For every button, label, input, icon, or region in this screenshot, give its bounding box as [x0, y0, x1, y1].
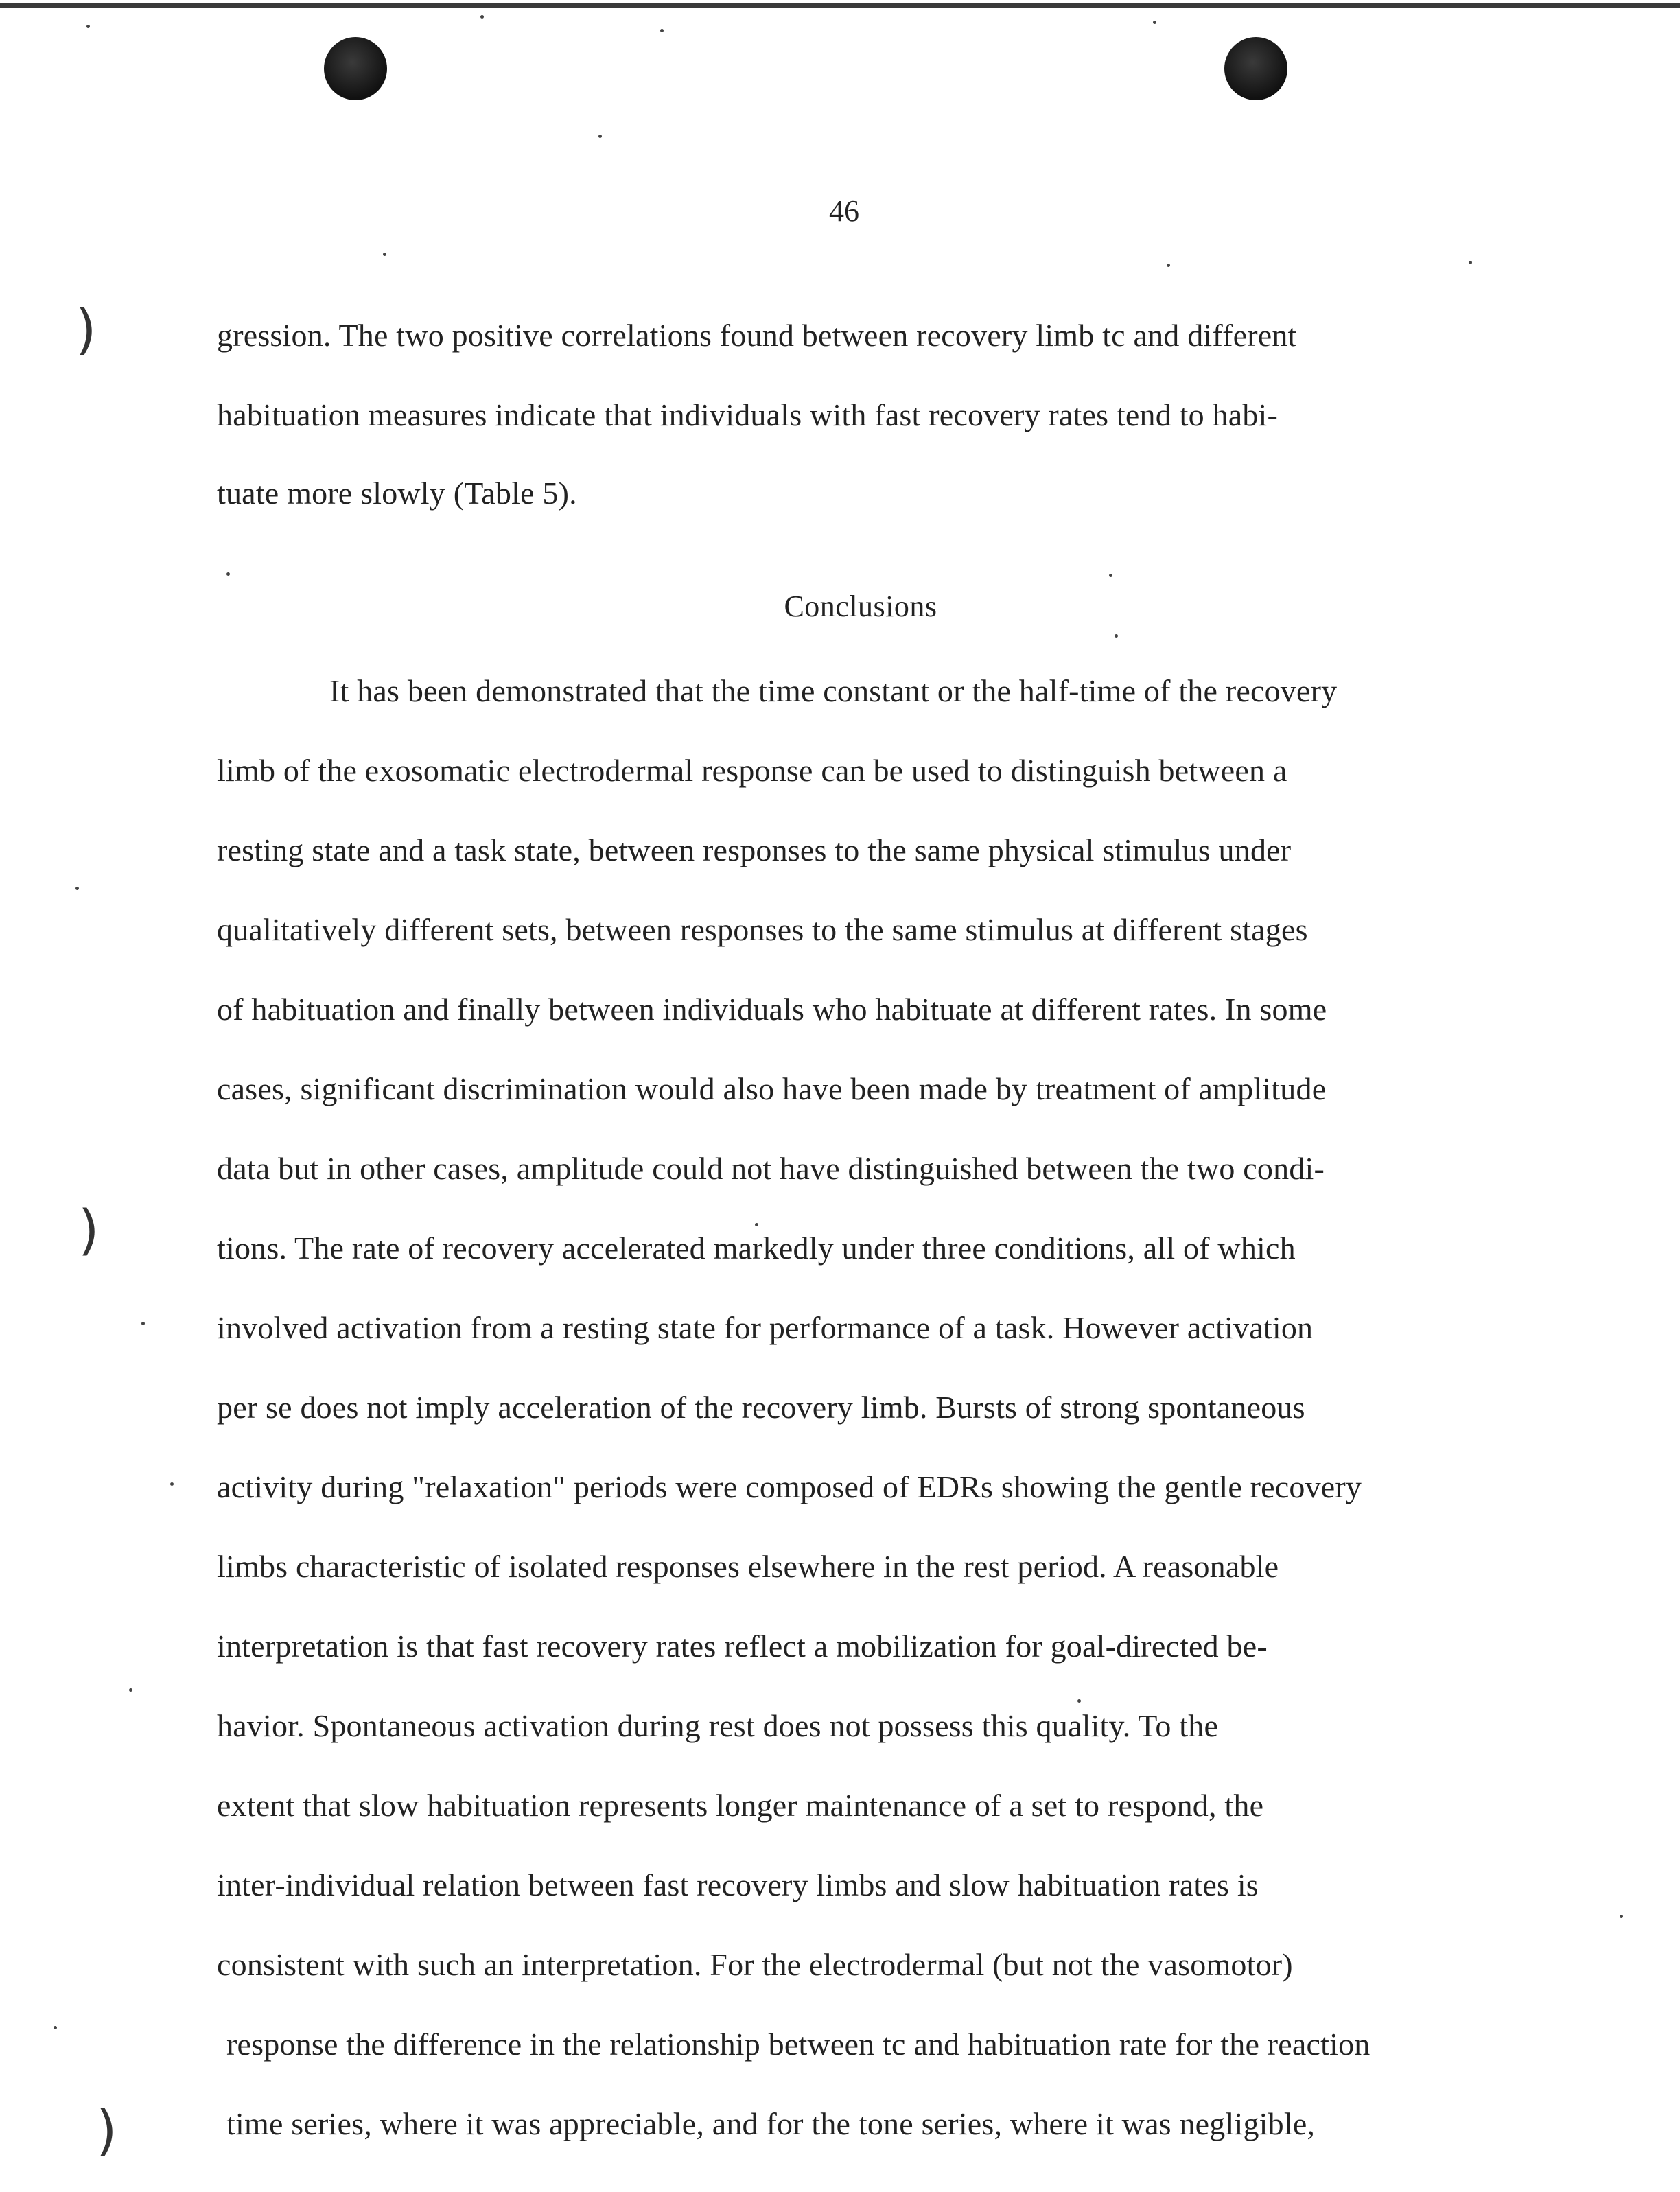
paragraph-line: response the difference in the relationship between tc and habituation rate for the reaction: [226, 2027, 1370, 2062]
scan-speck: [1469, 261, 1472, 264]
margin-bracket-mark: ): [96, 2100, 117, 2162]
intro-line-1: gression. The two positive correlations found between recovery limb tc and different: [217, 318, 1297, 353]
paragraph-line: resting state and a task state, between responses to the same physical stimulus under: [217, 832, 1292, 867]
scan-speck: [660, 29, 664, 32]
intro-line-2: habituation measures indicate that individuals with fast recovery rates tend to habi-: [217, 397, 1279, 432]
paragraph-line: inter-individual relation between fast recovery limbs and slow habituation rates is: [217, 1867, 1259, 1902]
paragraph-line: It has been demonstrated that the time constant or the half-time of the recovery: [329, 673, 1338, 708]
paragraph-line: per se does not imply acceleration of the recovery limb. Bursts of strong spontaneous: [217, 1390, 1305, 1425]
scan-speck: [226, 572, 230, 576]
scan-speck: [170, 1482, 174, 1486]
intro-line-3: tuate more slowly (Table 5).: [217, 476, 577, 511]
paragraph-line: cases, significant discrimination would also have been made by treatment of amplitude: [217, 1071, 1327, 1106]
paragraph-line: havior. Spontaneous activation during rest does not possess this quality. To the: [217, 1708, 1219, 1743]
paragraph-line: extent that slow habituation represents longer maintenance of a set to respond, the: [217, 1788, 1264, 1823]
scan-speck: [480, 15, 484, 19]
scan-speck: [1115, 634, 1118, 638]
scan-speck: [1153, 21, 1156, 24]
paragraph-line: consistent with such an interpretation. For the electrodermal (but not the vasomotor): [217, 1947, 1293, 1982]
paragraph-line: data but in other cases, amplitude could not have distinguished between the two condi-: [217, 1151, 1325, 1186]
scan-speck: [755, 1223, 758, 1226]
paragraph-line: activity during "relaxation" periods were composed of EDRs showing the gentle recovery: [217, 1469, 1362, 1504]
punch-hole-left: [324, 37, 387, 100]
scan-speck: [1620, 1915, 1623, 1918]
scan-speck: [1167, 264, 1170, 267]
scan-speck: [86, 25, 90, 28]
paragraph-line: interpretation is that fast recovery rates reflect a mobilization for goal-directed be-: [217, 1629, 1268, 1664]
scan-speck: [598, 135, 602, 138]
paragraph-line: qualitatively different sets, between responses to the same stimulus at different stages: [217, 912, 1308, 947]
margin-bracket-mark: ): [78, 1200, 100, 1261]
punch-hole-right: [1224, 37, 1287, 100]
margin-bracket-mark: ): [75, 299, 97, 361]
scan-speck: [54, 2026, 57, 2029]
scan-speck: [75, 887, 79, 890]
scan-top-rule: [0, 0, 1680, 10]
paragraph-line: tions. The rate of recovery accelerated markedly under three conditions, all of which: [217, 1231, 1296, 1266]
scan-speck: [141, 1322, 145, 1325]
scan-speck: [129, 1688, 132, 1692]
page-number: 46: [829, 194, 859, 228]
paragraph-line: time series, where it was appreciable, and for the tone series, where it was negligible,: [226, 2106, 1316, 2141]
scan-speck: [1109, 574, 1112, 577]
paragraph-line: involved activation from a resting state for performance of a task. However activation: [217, 1310, 1314, 1345]
paragraph-line: of habituation and finally between individuals who habituate at different rates. In some: [217, 992, 1327, 1027]
scan-speck: [383, 253, 386, 256]
paragraph-line: limbs characteristic of isolated responses elsewhere in the rest period. A reasonable: [217, 1549, 1279, 1584]
section-heading: Conclusions: [784, 590, 937, 623]
scan-speck: [1077, 1699, 1081, 1703]
paragraph-line: limb of the exosomatic electrodermal response can be used to distinguish between a: [217, 753, 1287, 788]
